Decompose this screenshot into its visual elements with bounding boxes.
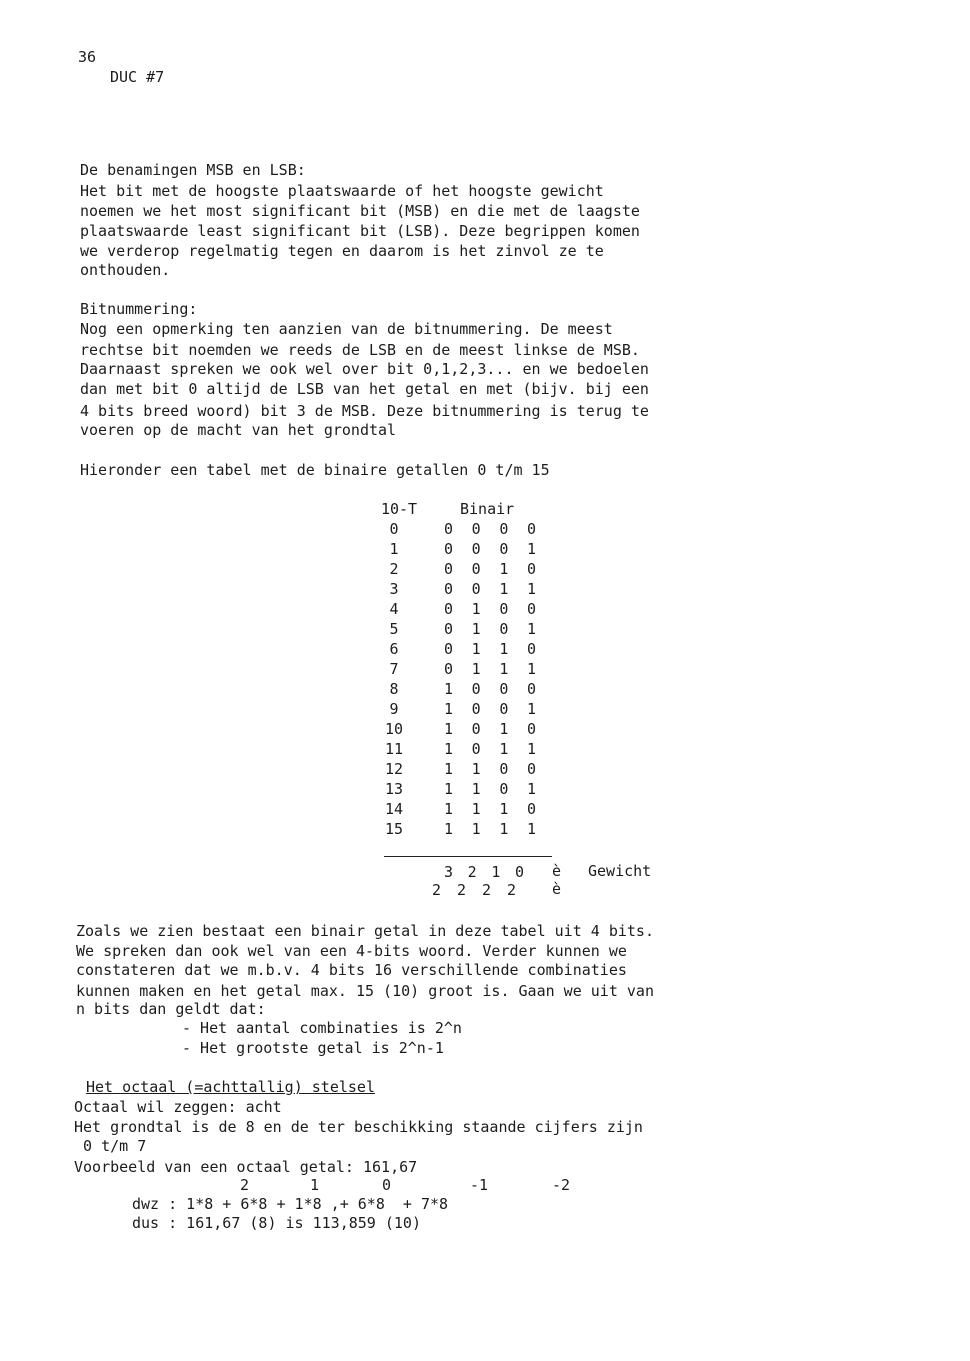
table-row xyxy=(374,640,554,660)
bits-line-1: Nog een opmerking ten aanzien van de bitnummering. De meest xyxy=(80,320,613,338)
table-header-binary: Binair xyxy=(460,500,515,518)
binary-digit: 1 xyxy=(499,660,509,678)
table-cell-binary xyxy=(444,740,536,758)
binary-digit: 1 xyxy=(499,720,509,738)
octal-example: Voorbeeld van een octaal getal: 161,67 xyxy=(74,1158,418,1176)
table-cell-decimal: 0 xyxy=(389,520,399,538)
octal-exponent-2: 2 xyxy=(240,1176,250,1194)
binary-digit: 1 xyxy=(526,660,536,678)
table-row xyxy=(374,820,554,840)
binary-digit: 1 xyxy=(444,700,454,718)
bullet-combinations: - Het aantal combinaties is 2^n xyxy=(182,1019,462,1037)
table-cell-binary xyxy=(444,720,536,738)
table-cell-decimal: 5 xyxy=(389,620,399,638)
octal-line-2: Het grondtal is de 8 en de ter beschikking staande cijfers zijn xyxy=(74,1118,643,1136)
binary-digit: 1 xyxy=(444,780,454,798)
binary-digit: 0 xyxy=(526,680,536,698)
binary-digit: 0 xyxy=(471,580,481,598)
table-cell-binary xyxy=(444,660,536,678)
bits-line-6: voeren op de macht van het grondtal xyxy=(80,421,397,439)
table-row xyxy=(374,780,554,800)
table-cell-decimal: 11 xyxy=(384,740,404,758)
binary-digit: 1 xyxy=(526,780,536,798)
table-cell-binary xyxy=(444,520,536,538)
bits-line-5: 4 bits breed woord) bit 3 de MSB. Deze bitnummering is terug te xyxy=(80,402,649,420)
table-row xyxy=(374,580,554,600)
binary-digit: 1 xyxy=(444,760,454,778)
table-cell-binary xyxy=(444,600,536,618)
binary-digit: 0 xyxy=(526,560,536,578)
binary-digit: 0 xyxy=(444,580,454,598)
table-cell-binary xyxy=(444,580,536,598)
table-row xyxy=(374,660,554,680)
binary-digit: 0 xyxy=(526,640,536,658)
table-cell-decimal: 10 xyxy=(384,720,404,738)
msb-line-5: onthouden. xyxy=(80,261,171,279)
weight-bases: 2 2 2 2 xyxy=(432,881,516,899)
binary-digit: 0 xyxy=(471,540,481,558)
table-row xyxy=(374,800,554,820)
binary-digit: 1 xyxy=(471,820,481,838)
binary-digit: 1 xyxy=(444,800,454,818)
words-line-1: Zoals we zien bestaat een binair getal in deze tabel uit 4 bits. xyxy=(76,922,654,940)
table-cell-decimal: 15 xyxy=(384,820,404,838)
octal-exponent-minus-1: -1 xyxy=(470,1176,489,1194)
binary-digit: 1 xyxy=(499,740,509,758)
binary-digit: 1 xyxy=(471,600,481,618)
binary-digit: 1 xyxy=(444,720,454,738)
octal-exponent-minus-2: -2 xyxy=(552,1176,571,1194)
table-cell-decimal: 9 xyxy=(389,700,399,718)
weight-label: Gewicht xyxy=(588,862,652,880)
words-line-2: We spreken dan ook wel van een 4-bits woord. Verder kunnen we xyxy=(76,942,627,960)
bits-line-3: Daarnaast spreken we ook wel over bit 0,1,2,3... en we bedoelen xyxy=(80,360,649,378)
binary-digit: 1 xyxy=(499,560,509,578)
table-cell-binary xyxy=(444,760,536,778)
binary-digit: 1 xyxy=(526,700,536,718)
binary-digit: 0 xyxy=(526,600,536,618)
binary-digit: 0 xyxy=(499,780,509,798)
bullet-largest-number: - Het grootste getal is 2^n-1 xyxy=(182,1039,444,1057)
msb-line-4: we verderop regelmatig tegen en daarom is het zinvol ze te xyxy=(80,242,604,260)
binary-digit: 1 xyxy=(471,640,481,658)
binary-digit: 0 xyxy=(526,800,536,818)
octal-section-title: Het octaal (=achttallig) stelsel xyxy=(86,1078,375,1096)
msb-line-1: Het bit met de hoogste plaatswaarde of het hoogste gewicht xyxy=(80,182,604,200)
binary-digit: 1 xyxy=(499,580,509,598)
binary-digit: 1 xyxy=(499,640,509,658)
table-row xyxy=(374,680,554,700)
table-cell-decimal: 1 xyxy=(389,540,399,558)
table-cell-binary xyxy=(444,540,536,558)
weight-exponents: 3 2 1 0 xyxy=(444,863,524,881)
table-header-decimal: 10-T xyxy=(380,500,418,518)
table-cell-decimal: 4 xyxy=(389,600,399,618)
table-cell-decimal: 8 xyxy=(389,680,399,698)
binary-digit: 1 xyxy=(526,820,536,838)
binary-digit: 0 xyxy=(526,520,536,538)
binary-digit: 0 xyxy=(471,680,481,698)
table-row xyxy=(374,520,554,540)
table-intro: Hieronder een tabel met de binaire getallen 0 t/m 15 xyxy=(80,461,550,479)
binary-digit: 1 xyxy=(471,800,481,818)
binary-digit: 0 xyxy=(526,760,536,778)
table-header-row xyxy=(374,500,554,520)
binary-digit: 0 xyxy=(499,620,509,638)
weight-arrow-2: è xyxy=(552,880,562,898)
table-cell-binary xyxy=(444,620,536,638)
binary-digit: 0 xyxy=(526,720,536,738)
binary-digit: 0 xyxy=(471,740,481,758)
binary-digit: 0 xyxy=(444,540,454,558)
table-row xyxy=(374,760,554,780)
binary-digit: 0 xyxy=(471,560,481,578)
binary-digit: 1 xyxy=(499,800,509,818)
table-row xyxy=(374,540,554,560)
binary-digit: 1 xyxy=(471,760,481,778)
table-cell-binary xyxy=(444,800,536,818)
binary-digit: 1 xyxy=(444,740,454,758)
msb-section-title: De benamingen MSB en LSB: xyxy=(80,161,306,179)
table-row xyxy=(374,740,554,760)
table-cell-binary xyxy=(444,780,536,798)
table-cell-decimal: 7 xyxy=(389,660,399,678)
binary-digit: 1 xyxy=(499,820,509,838)
binary-digit: 0 xyxy=(444,520,454,538)
table-cell-binary xyxy=(444,640,536,658)
table-row xyxy=(374,620,554,640)
binary-digit: 0 xyxy=(444,660,454,678)
binary-digit: 0 xyxy=(499,700,509,718)
table-cell-decimal: 6 xyxy=(389,640,399,658)
binary-digit: 1 xyxy=(526,580,536,598)
table-row xyxy=(374,700,554,720)
binary-digit: 1 xyxy=(526,540,536,558)
octal-dus-line: dus : 161,67 (8) is 113,859 (10) xyxy=(132,1214,421,1232)
binary-digit: 1 xyxy=(471,620,481,638)
binary-digit: 0 xyxy=(499,540,509,558)
table-cell-decimal: 14 xyxy=(384,800,404,818)
words-line-5: n bits dan geldt dat: xyxy=(76,1000,266,1018)
binary-digit: 0 xyxy=(499,680,509,698)
table-cell-binary xyxy=(444,820,536,838)
table-cell-decimal: 12 xyxy=(384,760,404,778)
octal-exponent-0: 0 xyxy=(382,1176,392,1194)
table-row xyxy=(374,560,554,580)
octal-dwz-line: dwz : 1*8 + 6*8 + 1*8 ,+ 6*8 + 7*8 xyxy=(132,1195,449,1213)
binary-digit: 1 xyxy=(471,660,481,678)
binary-digit: 0 xyxy=(499,600,509,618)
binary-digit: 0 xyxy=(471,720,481,738)
binary-digit: 0 xyxy=(444,560,454,578)
binary-digit: 0 xyxy=(471,700,481,718)
table-row xyxy=(374,600,554,620)
binary-digit: 1 xyxy=(444,820,454,838)
msb-line-2: noemen we het most significant bit (MSB) en die met de laagste xyxy=(80,202,640,220)
binary-digit: 0 xyxy=(499,520,509,538)
octal-exponent-1: 1 xyxy=(310,1176,320,1194)
octal-line-1: Octaal wil zeggen: acht xyxy=(74,1098,282,1116)
binary-digit: 1 xyxy=(471,780,481,798)
words-line-3: constateren dat we m.b.v. 4 bits 16 verschillende combinaties xyxy=(76,961,627,979)
binary-digit: 0 xyxy=(499,760,509,778)
binary-digit: 1 xyxy=(444,680,454,698)
issue-label: DUC #7 xyxy=(110,68,165,86)
table-cell-decimal: 2 xyxy=(389,560,399,578)
bits-line-4: dan met bit 0 altijd de LSB van het getal en met (bijv. bij een xyxy=(80,380,649,398)
words-line-4: kunnen maken en het getal max. 15 (10) groot is. Gaan we uit van xyxy=(76,982,654,1000)
table-row xyxy=(374,720,554,740)
binary-digit: 0 xyxy=(444,640,454,658)
bits-section-title: Bitnummering: xyxy=(80,300,198,318)
octal-line-3: 0 t/m 7 xyxy=(74,1137,147,1155)
table-cell-binary xyxy=(444,700,536,718)
page-number: 36 xyxy=(78,48,97,66)
weight-arrow-1: è xyxy=(552,862,562,880)
binary-digit: 0 xyxy=(444,620,454,638)
msb-line-3: plaatswaarde least significant bit (LSB). Deze begrippen komen xyxy=(80,222,640,240)
binary-digit: 1 xyxy=(526,740,536,758)
table-separator-line xyxy=(384,856,552,857)
table-cell-decimal: 13 xyxy=(384,780,404,798)
binary-digit: 1 xyxy=(526,620,536,638)
bits-line-2: rechtse bit noemden we reeds de LSB en de meest linkse de MSB. xyxy=(80,341,640,359)
binary-digit: 0 xyxy=(444,600,454,618)
table-cell-decimal: 3 xyxy=(389,580,399,598)
binary-digit: 0 xyxy=(471,520,481,538)
table-cell-binary xyxy=(444,560,536,578)
table-cell-binary xyxy=(444,680,536,698)
